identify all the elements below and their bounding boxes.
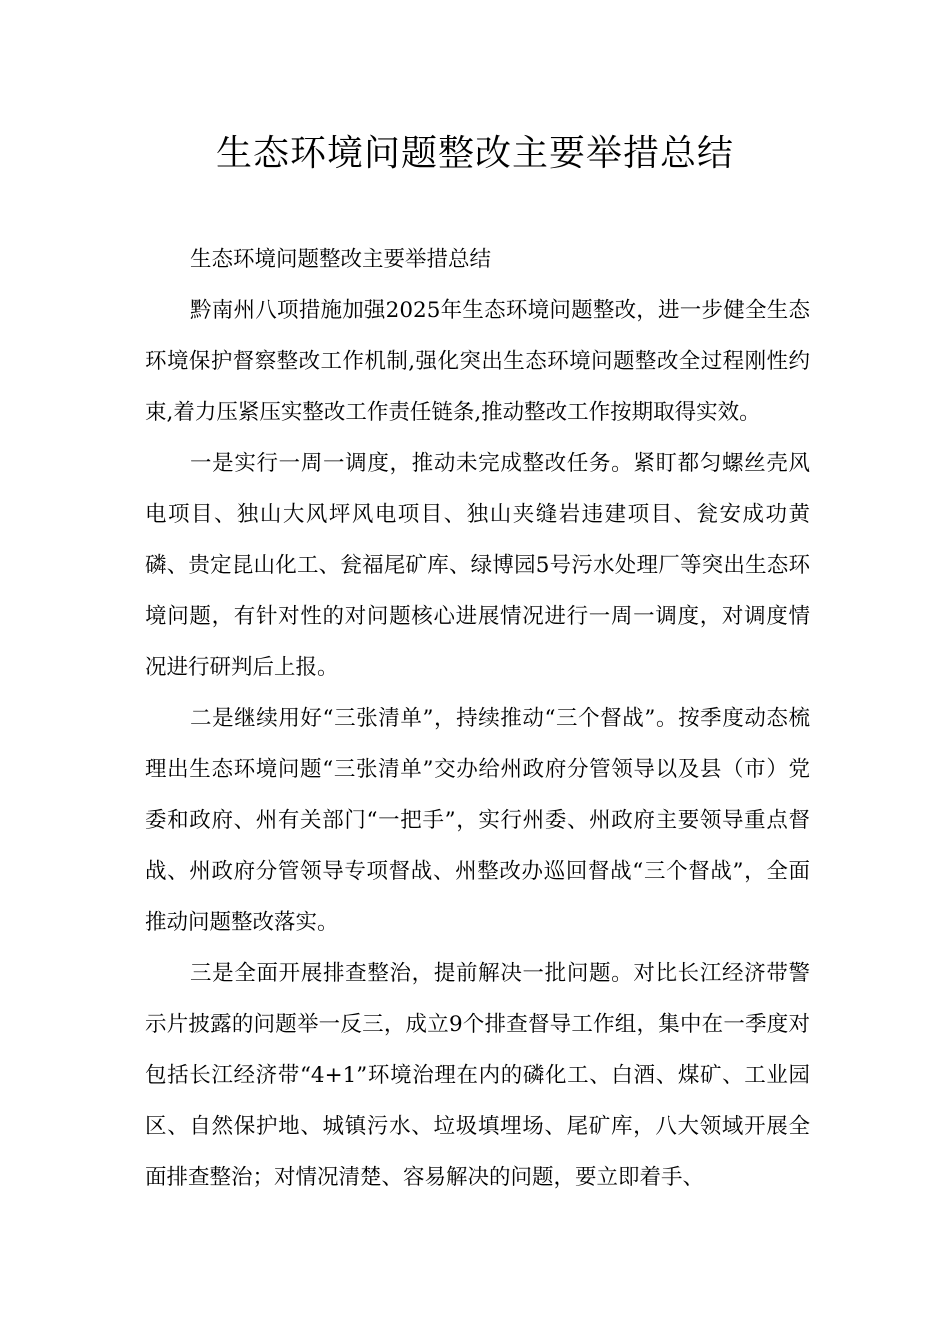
- document-body: [145, 234, 810, 1203]
- measure-two-paragraph: 二是继续用好“三张清单”，持续推动“三个督战”。按季度动态梳理出生态环境问题“三张清单”交办给州政府分管领导以及县（市）党委和政府、州有关部门“一把手”，实行州委、州政府主要领导重点督战、州政府分管领导专项督战、州整改办巡回督战“三个督战”，全面推动问题整改落实。: [145, 706, 810, 935]
- measure-one-paragraph: 一是实行一周一调度，推动未完成整改任务。紧盯都匀螺丝壳风电项目、独山大风坪风电项目、独山夹缝岩违建项目、瓮安成功黄磷、贵定昆山化工、瓮福尾矿库、绿博园5号污水处理厂等突出生态环境问题，有针对性的对问题核心进展情况进行一周一调度，对调度情况进行研判后上报。: [145, 451, 810, 680]
- document-title: 生态环境问题整改主要举措总结: [215, 133, 734, 174]
- intro-paragraph: 黔南州八项措施加强2025年生态环境问题整改，进一步健全生态环境保护督察整改工作机制,强化突出生态环境问题整改全过程刚性约束,着力压紧压实整改工作责任链条,推动整改工作按期取得实效。: [145, 298, 810, 425]
- subtitle-paragraph: 生态环境问题整改主要举措总结: [190, 247, 492, 272]
- measure-three-paragraph: 三是全面开展排查整治，提前解决一批问题。对比长江经济带警示片披露的问题举一反三，成立9个排查督导工作组，集中在一季度对包括长江经济带“4+1”环境治理在内的磷化工、白酒、煤矿、工业园区、自然保护地、城镇污水、垃圾填埋场、尾矿库，八大领域开展全面排查整治；对情况清楚、容易解决的问题，要立即着手、: [145, 961, 810, 1190]
